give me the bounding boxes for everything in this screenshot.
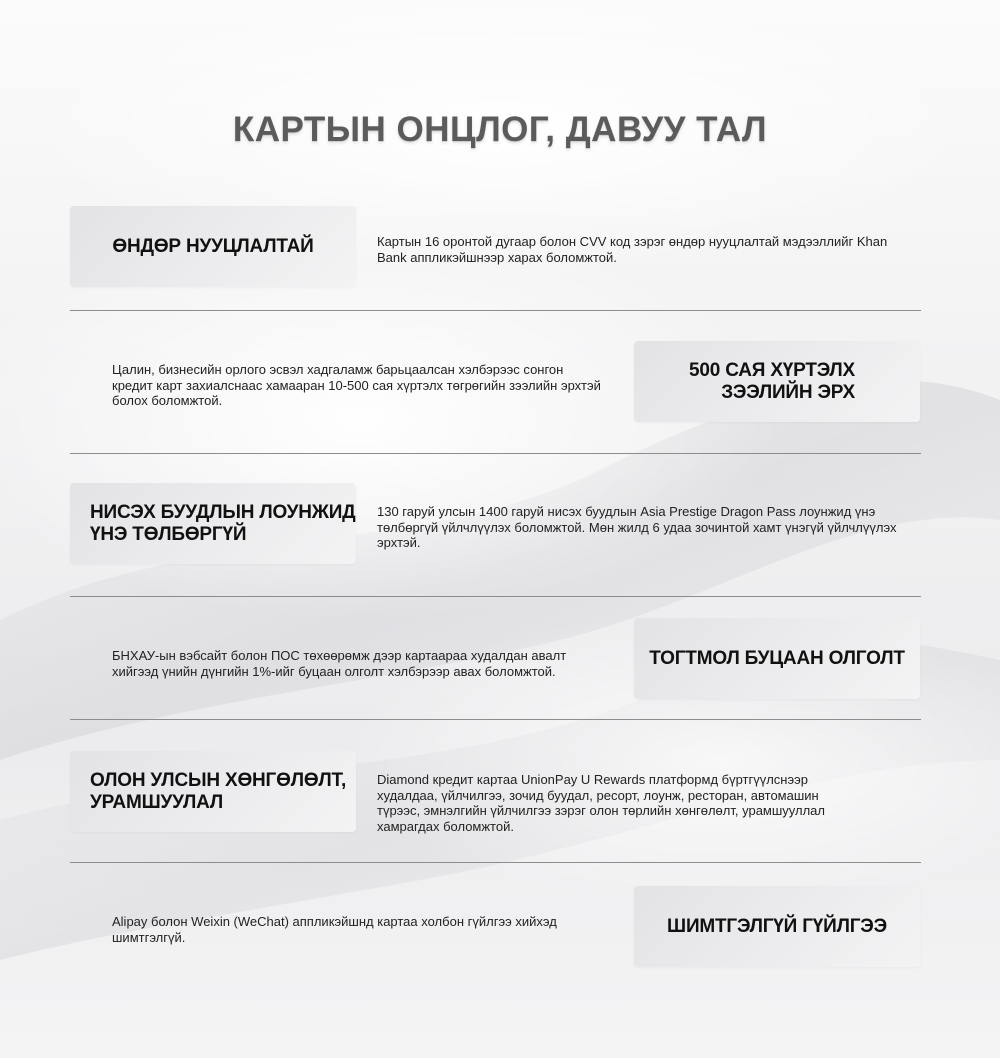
- section-divider: [70, 310, 921, 311]
- feature-heading-line: ҮНЭ ТӨЛБӨРГҮЙ: [90, 523, 247, 545]
- feature-heading-line: НИСЭХ БУУДЛЫН ЛОУНЖИД: [90, 501, 356, 523]
- section-divider: [70, 719, 921, 720]
- section-divider: [70, 596, 921, 597]
- feature-description: Alipay болон Weixin (WeChat) аппликэйшнд картаа холбон гүйлгээ хийхэд шимтгэлгүй.: [112, 914, 557, 945]
- section-divider: [70, 862, 921, 863]
- feature-description: Картын 16 оронтой дугаар болон CVV код зэрэг өндөр нууцлалтай мэдээллийг Khan Bank аппликэйшнээр харах боломжтой.: [377, 234, 888, 265]
- feature-description: Цалин, бизнесийн орлого эсвэл хадгаламж барьцаалсан хэлбэрээс сонгон кредит карт захиалснаас хамааран 10-500 сая хүртэлх төгрөгийн зээлийн эрхтэй болох боломжтой.: [112, 362, 601, 408]
- feature-heading: ТОГТМОЛ БУЦААН ОЛГОЛТ: [649, 647, 905, 669]
- feature-description: БНХАУ-ын вэбсайт болон ПОС төхөөрөмж дээр картаараа худалдан авалт хийгээд үнийн дүнгийн 1%-ийг буцаан олголт хэлбэрээр авах боломжтой.: [112, 648, 567, 679]
- feature-card-no-fee-transactions: [634, 886, 920, 967]
- feature-card-credit-limit: [634, 341, 920, 422]
- feature-heading-line: ЗЭЭЛИЙН ЭРХ: [721, 381, 855, 403]
- feature-heading: ШИМТГЭЛГҮЙ ГҮЙЛГЭЭ: [667, 915, 887, 937]
- feature-heading-line: 500 САЯ ХҮРТЭЛХ: [689, 359, 855, 381]
- feature-card-cashback: [634, 618, 920, 699]
- feature-description: 130 гаруй улсын 1400 гаруй нисэх буудлын Asia Prestige Dragon Pass лоунжид үнэ төлбөргүй үйлчлүүлэх боломжтой. Мөн жилд 6 удаа зочинтой хамт үнэгүй үйлчлүүлэх эрхтэй.: [377, 504, 897, 550]
- feature-description: Diamond кредит картаа UnionPay U Rewards платформд бүртгүүлснээр худалдаа, үйлчилгээ, зочид буудал, ресорт, лоунж, ресторан, автомашин түрээс, эмнэлгийн үйлчилгээ зэрэг олон төрлийн хөнгөлөлт, урамшууллал хамрагдах боломжтой.: [377, 772, 825, 834]
- feature-heading: [90, 770, 346, 814]
- page-title: КАРТЫН ОНЦЛОГ, ДАВУУ ТАЛ: [232, 110, 768, 149]
- feature-card-international-discounts: [70, 751, 356, 832]
- feature-card-airport-lounge: [70, 483, 356, 564]
- feature-heading-line: ОЛОН УЛСЫН ХӨНГӨЛӨЛТ,: [90, 769, 347, 791]
- feature-heading: [689, 360, 855, 404]
- feature-card-high-security: [70, 206, 356, 287]
- feature-heading-line: УРАМШУУЛАЛ: [90, 791, 223, 813]
- section-divider: [70, 453, 921, 454]
- feature-heading: ӨНДӨР НУУЦЛАЛТАЙ: [112, 235, 314, 257]
- feature-heading: [90, 502, 356, 546]
